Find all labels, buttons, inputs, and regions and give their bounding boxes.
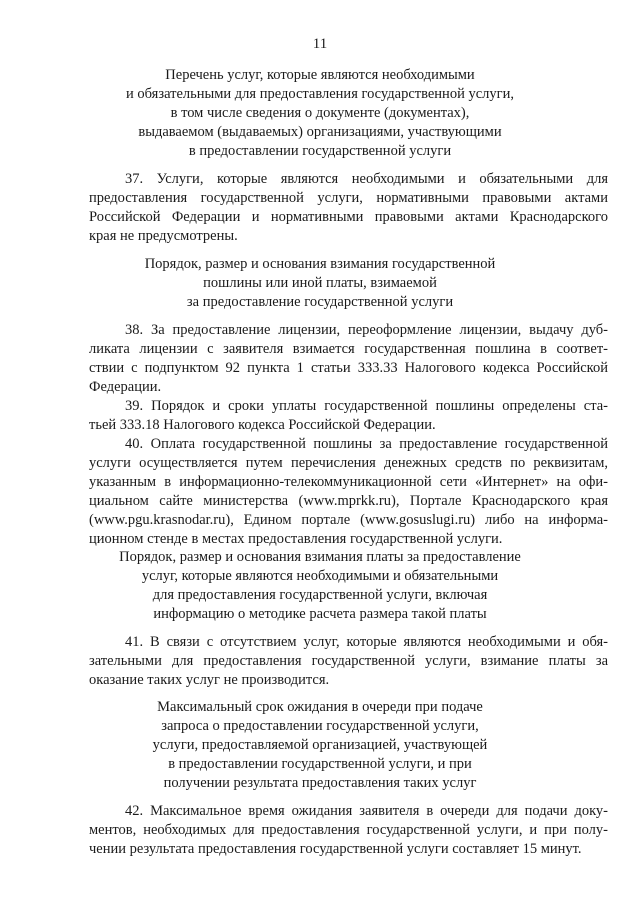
paragraph-line: Российской Федерации и нормативными правовыми актами Краснодарского (89, 209, 608, 225)
paragraph-39 (89, 397, 608, 435)
section-heading-queue-time (0, 698, 640, 793)
paragraph-41 (89, 633, 608, 690)
heading-line: получении результата предоставления таких услуг (163, 775, 477, 791)
paragraph-40 (89, 435, 608, 549)
paragraph-line: ментов, необходимых для предоставления государственной услуги, и при полу- (89, 822, 608, 838)
heading-line: Перечень услуг, которые являются необходимыми (165, 67, 475, 83)
heading-line: Порядок, размер и основания взимания платы за предоставление (119, 549, 521, 565)
paragraph-line: услуги осуществляется путем перечисления денежных средств по реквизитам, (89, 455, 608, 471)
paragraph-line: ствии с подпунктом 92 пункта 1 статьи 333.33 Налогового кодекса Российской (89, 360, 608, 376)
heading-line: выдаваемом (выдаваемых) организациями, участвующими (138, 124, 502, 140)
heading-line: в том числе сведения о документе (документах), (170, 105, 470, 121)
paragraph-38 (89, 321, 608, 397)
paragraph-line: 37. Услуги, которые являются необходимыми и обязательными для (125, 171, 608, 187)
paragraph-line: зательными для предоставления государственной услуги, взимание платы за (89, 653, 608, 669)
paragraph-line: 41. В связи с отсутствием услуг, которые являются необходимыми и обя- (125, 634, 608, 650)
section-heading-services-list (0, 66, 640, 161)
paragraph-line: циальном сайте министерства (www.mprkk.ru), Портале Краснодарского края (89, 493, 608, 509)
heading-line: Порядок, размер и основания взимания государственной (144, 256, 496, 272)
heading-line: для предоставления государственной услуги, включая (152, 587, 488, 603)
paragraph-42 (89, 802, 608, 859)
heading-line: в предоставлении государственной услуги, и при (168, 756, 472, 772)
paragraph-line: (www.pgu.krasnodar.ru), Едином портале (www.gosuslugi.ru) либо на информа- (89, 512, 608, 528)
section-heading-fee-for-services (0, 548, 640, 624)
paragraph-line: Федерации. (89, 379, 162, 395)
paragraph-line: оказание таких услуг не производится. (89, 672, 330, 688)
section-heading-state-duty (0, 255, 640, 312)
heading-line: в предоставлении государственной услуги (188, 143, 452, 159)
paragraph-line: тьей 333.18 Налогового кодекса Российской Федерации. (89, 417, 436, 433)
paragraph-line: ликата лицензии с заявителя взимается государственная пошлина в соответ- (89, 341, 608, 357)
heading-line: информацию о методике расчета размера такой платы (153, 606, 487, 622)
paragraph-line: ционном стенде в местах предоставления государственной услуги. (89, 531, 503, 547)
paragraph-line: чении результата предоставления государственной услуги составляет 15 минут. (89, 841, 582, 857)
heading-line: пошлины или иной платы, взимаемой (203, 275, 437, 291)
paragraph-line: 38. За предоставление лицензии, переоформление лицензии, выдачу дуб- (125, 322, 608, 338)
heading-line: и обязательными для предоставления государственной услуги, (126, 86, 514, 102)
paragraph-line: 40. Оплата государственной пошлины за предоставление государственной (125, 436, 608, 452)
heading-line: услуг, которые являются необходимыми и обязательными (141, 568, 499, 584)
heading-line: за предоставление государственной услуги (186, 294, 454, 310)
heading-line: Максимальный срок ожидания в очереди при подаче (157, 699, 483, 715)
paragraph-line: 42. Максимальное время ожидания заявителя в очереди для подачи доку- (125, 803, 608, 819)
paragraph-line: 39. Порядок и сроки уплаты государственной пошлины определены ста- (125, 398, 608, 414)
paragraph-line: предоставления государственной услуги, нормативными правовыми актами (89, 190, 608, 206)
paragraph-37 (89, 170, 608, 246)
heading-line: запроса о предоставлении государственной услуги, (161, 718, 479, 734)
heading-line: услуги, предоставляемой организацией, участвующей (152, 737, 488, 753)
paragraph-line: края не предусмотрены. (89, 228, 238, 244)
paragraph-line: указанным в информационно-телекоммуникационной сети «Интернет» на офи- (89, 474, 608, 490)
page-number: 11 (312, 36, 328, 52)
